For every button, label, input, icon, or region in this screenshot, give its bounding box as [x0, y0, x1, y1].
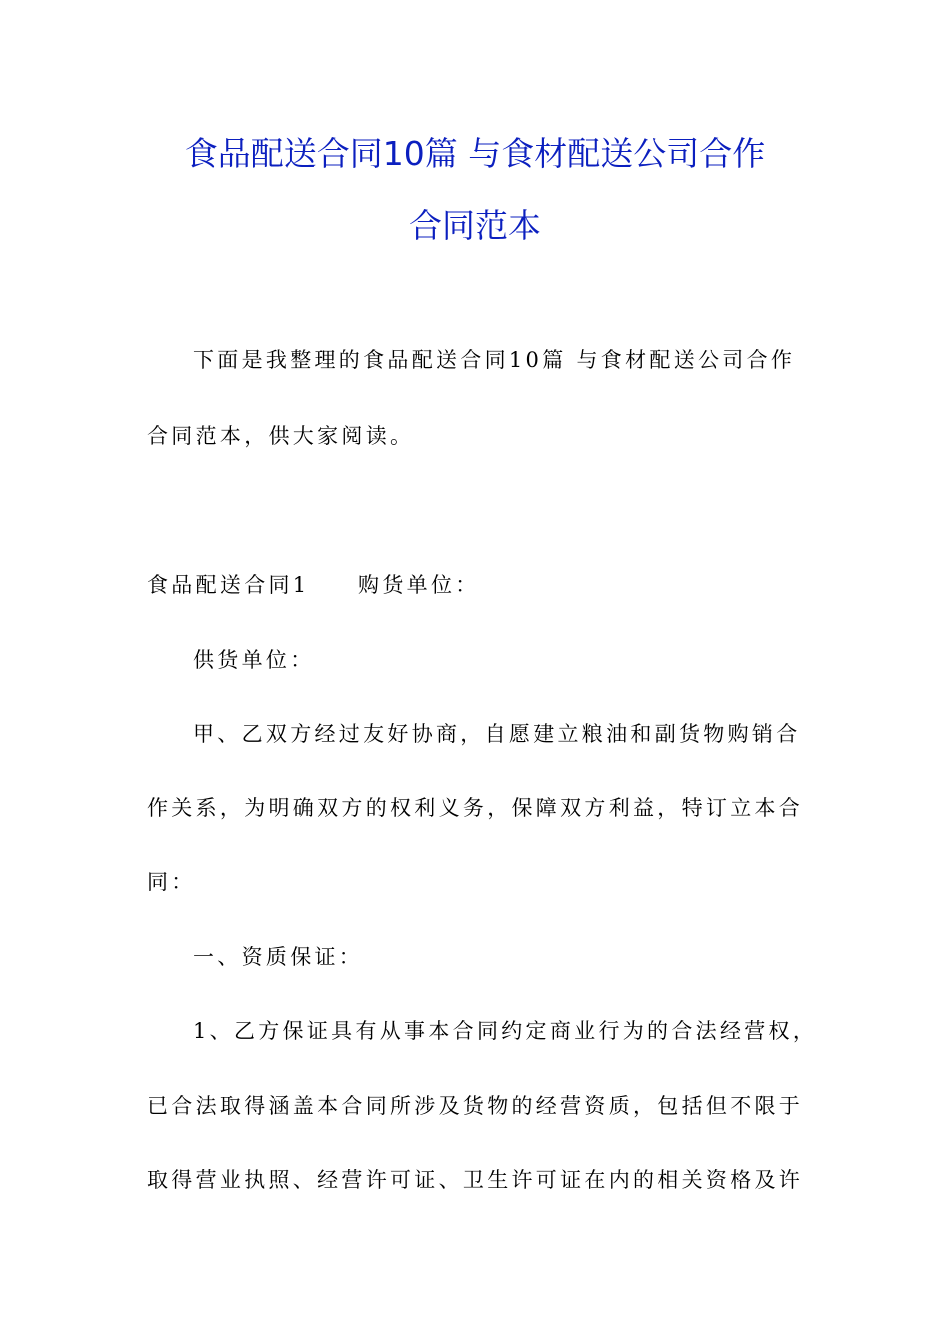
- intro-paragraph-line-1: 下面是我整理的食品配送合同10篇 与食材配送公司合作: [193, 348, 796, 372]
- clause-1-line-3: 取得营业执照、经营许可证、卫生许可证在内的相关资格及许: [147, 1168, 804, 1192]
- clause-1-line-1: 1、乙方保证具有从事本合同约定商业行为的合法经营权，: [193, 1019, 818, 1043]
- preamble-line-1: 甲、乙双方经过友好协商，自愿建立粮油和副货物购销合: [193, 722, 801, 746]
- document-title-line-2: 合同范本: [409, 206, 541, 245]
- contract-heading-buyer: 食品配送合同1 购货单位：: [147, 573, 480, 597]
- document-title-line-1: 食品配送合同10篇 与食材配送公司合作: [184, 134, 766, 173]
- section-heading-qualification: 一、资质保证：: [193, 945, 364, 969]
- clause-1-line-2: 已合法取得涵盖本合同所涉及货物的经营资质，包括但不限于: [147, 1094, 804, 1118]
- intro-paragraph-line-2: 合同范本，供大家阅读。: [147, 424, 415, 448]
- supplier-line: 供货单位：: [193, 648, 315, 672]
- preamble-line-2: 作关系，为明确双方的权利义务，保障双方利益，特订立本合: [147, 796, 804, 820]
- preamble-line-3: 同：: [147, 870, 196, 894]
